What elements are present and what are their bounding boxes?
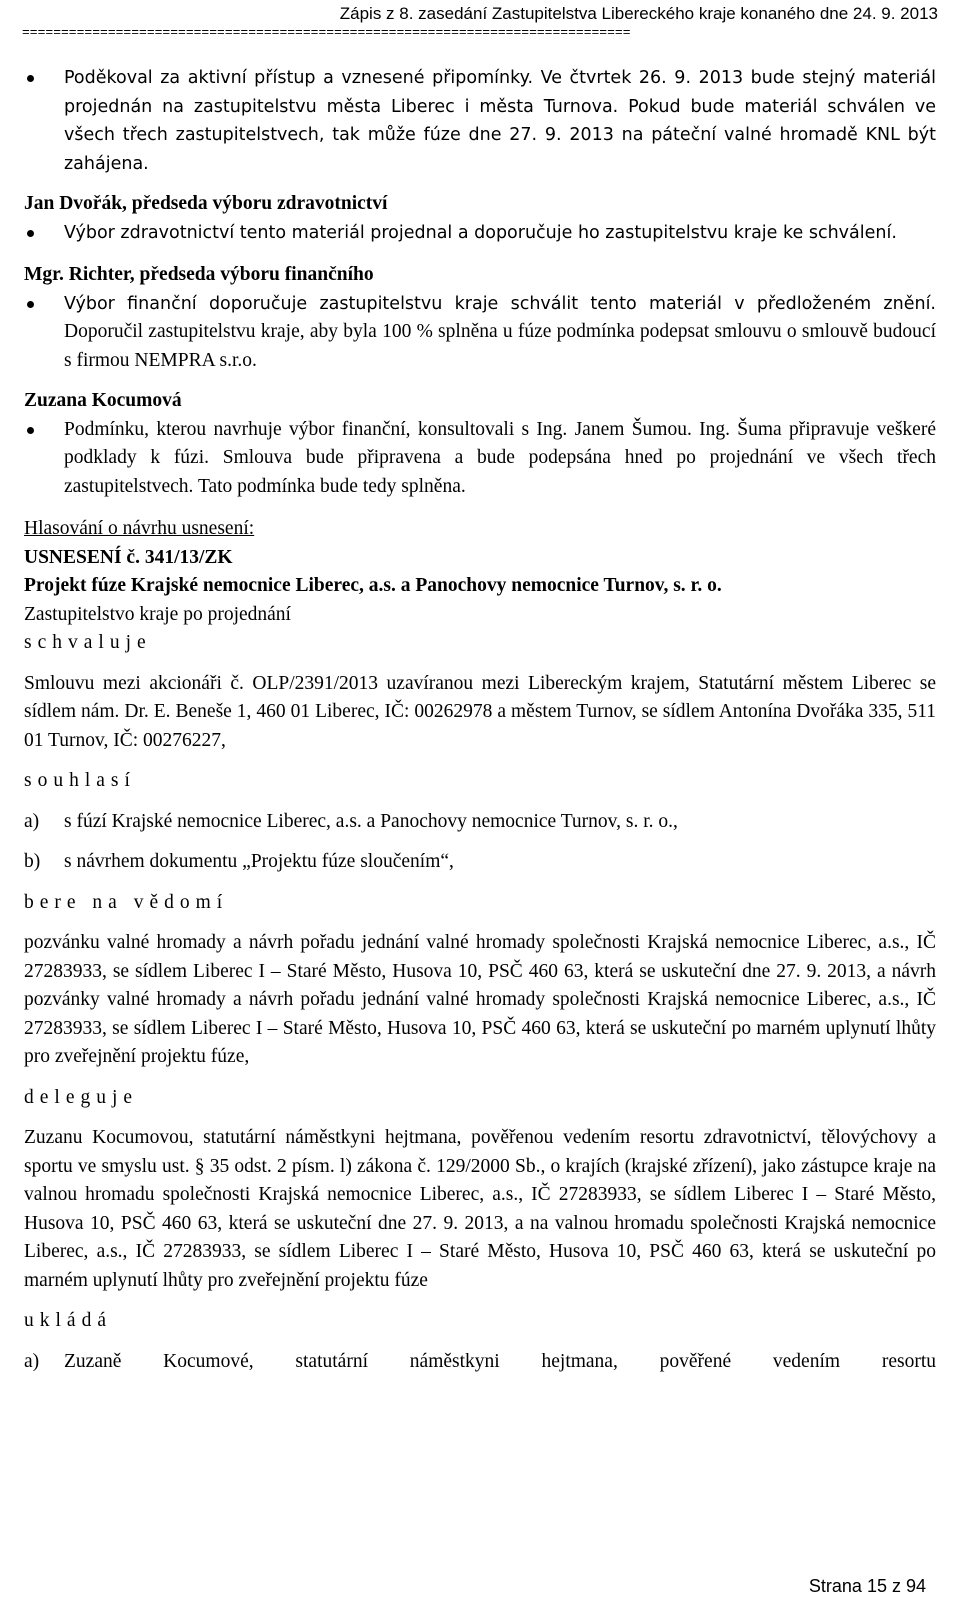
list-marker: b) <box>24 851 41 872</box>
resolution-text: pozvánku valné hromady a návrh pořadu jednání valné hromady společnosti Krajská nemocnice Liberec, a.s., IČ 27283933, se sídlem Liberec I – Staré Město, Husova 10, PSČ 460 63, která se uskuteční dne 27. 9. 2013, a návrh pozvánky valné hromady a návrh pořadu jednání valné hromady společnosti Krajská nemocnice Liberec, a.s., IČ 27283933, se sídlem Liberec I – Staré Město, Husova 10, PSČ 460 63, která se uskuteční po marném uplynutí lhůty pro zveřejnění projektu fúze, <box>24 932 936 1067</box>
document-body <box>24 64 936 1376</box>
bullet-item <box>24 219 936 248</box>
vote-label: Hlasování o návrhu usnesení: <box>24 518 255 539</box>
list-marker: a) <box>24 1350 40 1372</box>
verb-deleguje: deleguje <box>24 1086 139 1108</box>
verb-bere-na-vedomi: bere na vědomí <box>24 891 229 913</box>
list-item <box>24 1348 936 1377</box>
list-text: s návrhem dokumentu „Projektu fúze sloučením“, <box>64 851 454 872</box>
bullet-item <box>24 64 936 178</box>
bullet-text: Podmínku, kterou navrhuje výbor finanční, konsultovali s Ing. Janem Šumou. Ing. Šuma připravuje veškeré podklady k fúzi. Smlouva bude připravena a bude podepsána hned po projednání ve všech třech zastupitelstvech. Tato podmínka bude tedy splněna. <box>64 418 936 497</box>
list-text: Zuzaně Kocumové, statutární náměstkyni hejtmana, pověřené vedením resortu <box>64 1350 936 1372</box>
bullet-icon <box>27 75 34 82</box>
bullet-icon <box>27 230 34 237</box>
page-header-title: Zápis z 8. zasedání Zastupitelstva Libereckého kraje konaného dne 24. 9. 2013 <box>339 4 938 23</box>
speaker-heading: Mgr. Richter, předseda výboru finančního <box>24 264 374 285</box>
bullet-text: Poděkoval za aktivní přístup a vznesené připomínky. Ve čtvrtek 26. 9. 2013 bude stejný materiál projednán na zastupitelstvu města Liberec i města Turnova. Pokud bude materiál schválen ve všech třech zastupitelstvech, tak může fúze dne 27. 9. 2013 na páteční valné hromadě KNL být zahájena. <box>64 68 936 174</box>
verb-schvaluje: schvaluje <box>24 632 152 653</box>
bullet-item <box>24 416 936 502</box>
resolution-text: Smlouvu mezi akcionáři č. OLP/2391/2013 uzavíranou mezi Libereckým krajem, Statutární městem Liberec se sídlem nám. Dr. E. Beneše 1, 460 01 Liberec, IČ: 00262978 a městem Turnov, se sídlem Antonína Dvořáka 335, 511 01 Turnov, IČ: 00276227, <box>24 672 936 751</box>
verb-souhlasi: souhlasí <box>24 770 136 791</box>
list-item <box>24 808 936 837</box>
resolution-intro: Zastupitelstvo kraje po projednání <box>24 603 291 625</box>
resolution-title: Projekt fúze Krajské nemocnice Liberec, a.s. a Panochovy nemocnice Turnov, s. r. o. <box>24 575 722 596</box>
bullet-text-continued: Doporučil zastupitelstvu kraje, aby byla 100 % splněna u fúze podmínka podepsat smlouvu o smlouvě budoucí s firmou NEMPRA s.r.o. <box>64 321 936 371</box>
speaker-heading: Zuzana Kocumová <box>24 390 182 411</box>
page-number: Strana 15 z 94 <box>808 1576 926 1596</box>
verb-uklada: ukládá <box>24 1310 112 1331</box>
bullet-text: Výbor zdravotnictví tento materiál projednal a doporučuje ho zastupitelstvu kraje ke schválení. <box>64 222 897 243</box>
speaker-heading: Jan Dvořák, předseda výboru zdravotnictví <box>24 193 388 214</box>
list-item <box>24 848 936 877</box>
bullet-text: Výbor finanční doporučuje zastupitelstvu kraje schválit tento materiál v předloženém znění. <box>64 293 936 314</box>
bullet-icon <box>27 301 34 308</box>
bullet-icon <box>27 427 34 434</box>
bullet-item <box>24 290 936 376</box>
resolution-number: USNESENÍ č. 341/13/ZK <box>24 546 233 568</box>
resolution-text: Zuzanu Kocumovou, statutární náměstkyni hejtmana, pověřenou vedením resortu zdravotnictví, tělovýchovy a sportu ve smyslu ust. § 35 odst. 2 písm. l) zákona č. 129/2000 Sb., o krajích (krajské zřízení), jako zástupce kraje na valnou hromadu společnosti Krajská nemocnice Liberec, a.s., IČ 27283933, se sídlem Liberec I – Staré Město, Husova 10, PSČ 460 63, která se uskuteční dne 27. 9. 2013, a na valnou hromadu společnosti Krajská nemocnice Liberec, a.s., IČ 27283933, se sídlem Liberec I – Staré Město, Husova 10, PSČ 460 63, která se uskuteční po marném uplynutí lhůty pro zveřejnění projektu fúze <box>24 1127 936 1291</box>
header-rule: ============================================================================== <box>22 27 631 39</box>
list-text: s fúzí Krajské nemocnice Liberec, a.s. a Panochovy nemocnice Turnov, s. r. o., <box>64 810 678 832</box>
list-marker: a) <box>24 810 40 832</box>
